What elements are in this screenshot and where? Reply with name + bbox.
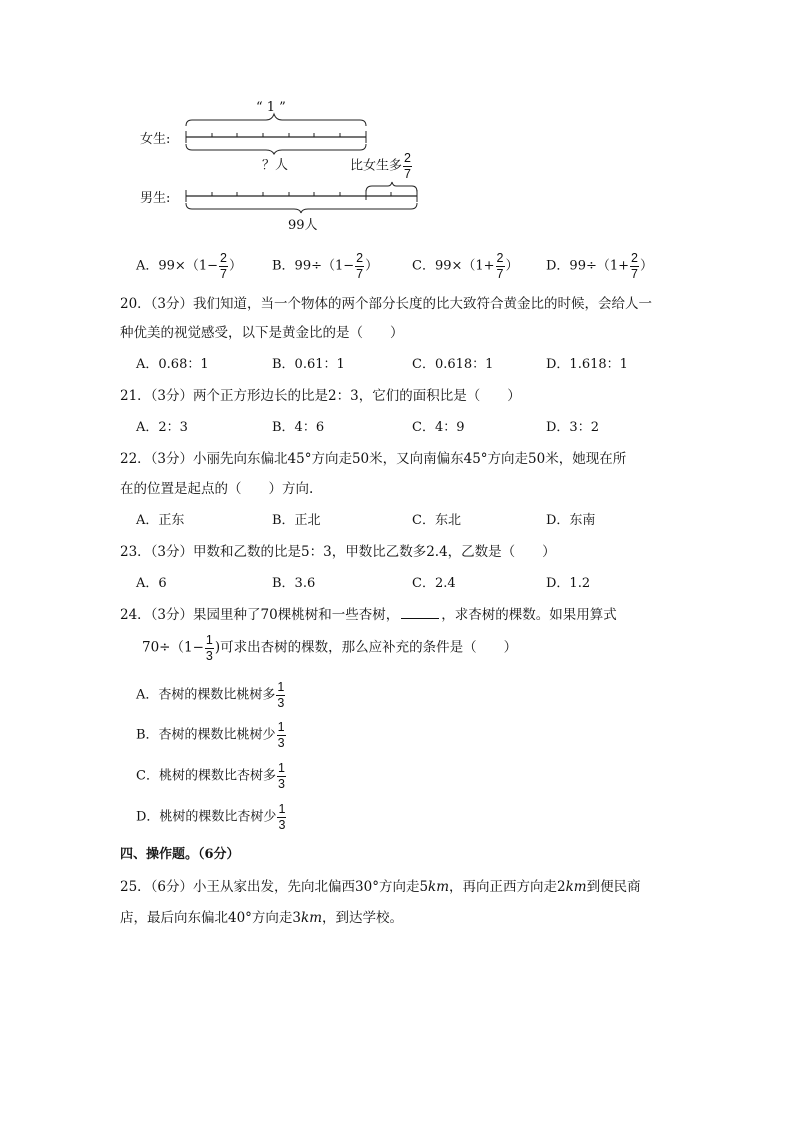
q20-option-c[interactable]: C．0.618：1 (412, 357, 494, 372)
q24-option-b[interactable]: B．杏树的棵数比桃树少 $\frac{1}{3}$ (136, 720, 285, 750)
q22-option-c[interactable]: C．东北 (412, 513, 461, 528)
boys-more-label: 比女生多 $\frac{2}{7}$ (350, 151, 411, 181)
q24-line2: 70÷（1− $\frac{1}{3}$ )可求出杏树的棵数，那么应补充的条件是（ ） (142, 633, 518, 663)
q22-line1: 22．（3分）小丽先向东偏北45°方向走50米，又向南偏东45°方向走50米，她现在所 (120, 451, 627, 467)
q23-option-c[interactable]: C．2.4 (412, 576, 456, 591)
q22-option-b[interactable]: B．正北 (272, 513, 321, 528)
q24-blank (401, 606, 439, 619)
boys-brace (186, 203, 417, 213)
q23-option-a[interactable]: A．6 (136, 576, 167, 591)
extra-brace (366, 182, 417, 192)
q21-option-b[interactable]: B．4：6 (272, 420, 325, 435)
q20-line2: 种优美的视觉感受，以下是黄金比的是（ ） (120, 325, 404, 341)
q19-option-b[interactable]: B．99÷（1− $\frac{2}{7}$ ） (272, 251, 379, 281)
q23-option-b[interactable]: B．3.6 (272, 576, 316, 591)
section-4-title: 四、操作题。（6分） (120, 847, 240, 862)
boys-label: 男生: (140, 191, 171, 206)
unit-label: “ 1 ” (256, 100, 286, 115)
q20-line1: 20．（3分）我们知道，当一个物体的两个部分长度的比大致符合黄金比的时候，会给人一 (120, 296, 653, 312)
boys-total: 99人 (288, 218, 318, 233)
q24-option-c[interactable]: C．桃树的棵数比杏树多 $\frac{1}{3}$ (136, 761, 285, 791)
q20-option-a[interactable]: A．0.68：1 (136, 357, 209, 372)
q21-option-a[interactable]: A．2：3 (136, 420, 188, 435)
ratio-diagram (134, 100, 430, 236)
q24-option-d[interactable]: D．桃树的棵数比杏树少 $\frac{1}{3}$ (136, 802, 286, 832)
q25-line2: 店，最后向东偏北40°方向走3km，到达学校。 (120, 910, 404, 926)
unit-brace (186, 114, 366, 126)
q20-option-b[interactable]: B．0.61：1 (272, 357, 345, 372)
q22-line2: 在的位置是起点的（ ）方向. (120, 481, 314, 497)
q23-option-d[interactable]: D．1.2 (546, 576, 591, 591)
q20-option-d[interactable]: D．1.618：1 (546, 357, 628, 372)
q24-option-a[interactable]: A．杏树的棵数比桃树多 $\frac{1}{3}$ (136, 680, 285, 710)
q21-line1: 21．（3分）两个正方形边长的比是2：3，它们的面积比是（ ） (120, 388, 521, 404)
q19-option-a[interactable]: A．99×（1− $\frac{2}{7}$ ） (136, 251, 242, 281)
q21-option-d[interactable]: D．3：2 (546, 420, 599, 435)
girls-label: 女生: (140, 132, 171, 147)
q19-option-c[interactable]: C．99×（1+ $\frac{2}{7}$ ） (412, 251, 519, 281)
q21-option-c[interactable]: C．4：9 (412, 420, 465, 435)
q22-option-a[interactable]: A．正东 (136, 513, 185, 528)
q22-option-d[interactable]: D．东南 (546, 513, 596, 528)
girls-question: ？人 (262, 158, 289, 173)
q24-line1: 24．（3分）果园里种了70棵桃树和一些杏树， ，求杏树的棵数。如果用算式 (120, 607, 617, 623)
q25-line1: 25．（6分）小王从家出发，先向北偏西30°方向走5km，再向正西方向走2km到便民商 (120, 879, 641, 895)
girls-brace (186, 144, 366, 154)
q19-option-d[interactable]: D．99÷（1+ $\frac{2}{7}$ ） (546, 251, 653, 281)
q23-line1: 23．（3分）甲数和乙数的比是5：3，甲数比乙数多2.4，乙数是（ ） (120, 544, 556, 560)
